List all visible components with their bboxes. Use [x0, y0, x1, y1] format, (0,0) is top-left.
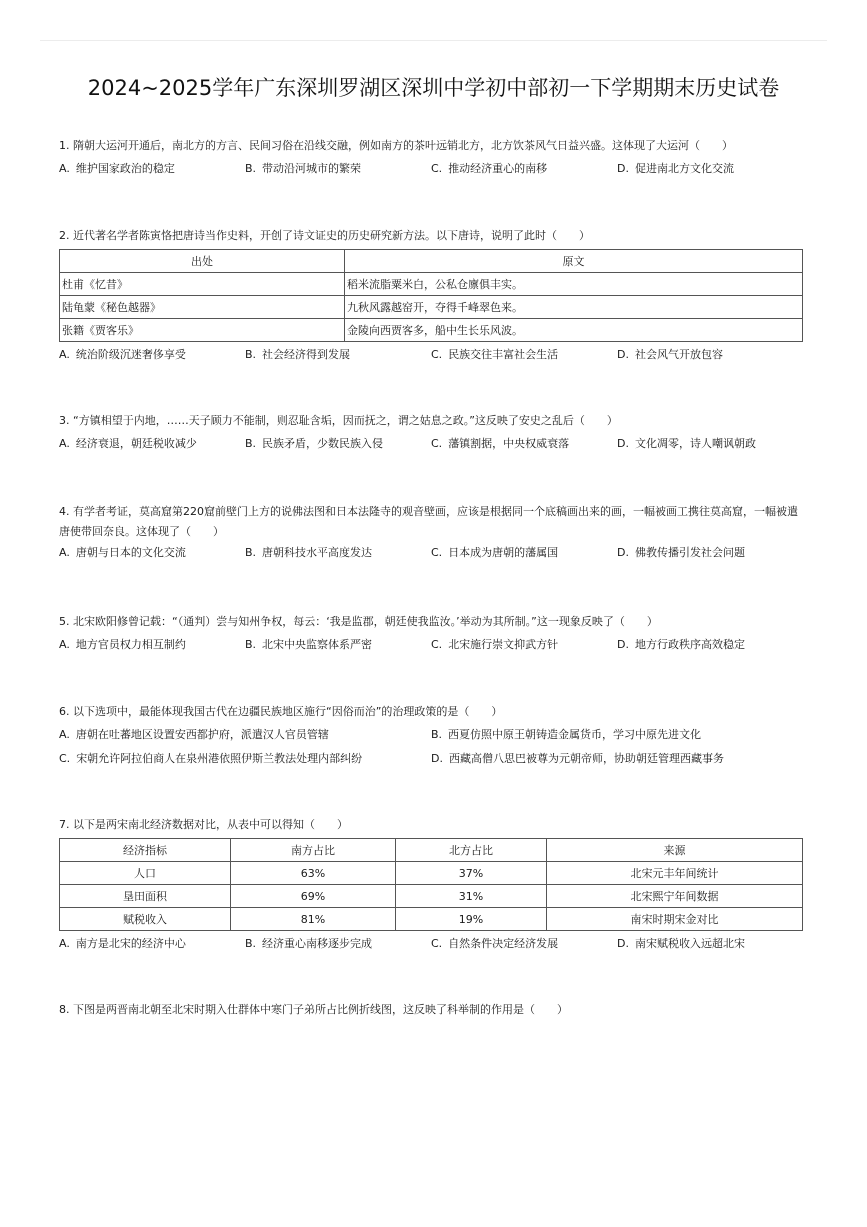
- option-label: C.: [431, 546, 443, 559]
- option-label: B.: [431, 728, 443, 741]
- table-header: 南方占比: [231, 839, 396, 862]
- table-header: 原文: [345, 250, 803, 273]
- option-d[interactable]: [617, 436, 803, 451]
- option-b[interactable]: [245, 161, 431, 176]
- option-c[interactable]: [431, 545, 617, 560]
- table-cell: 稻米流脂粟米白，公私仓廪俱丰实。: [345, 273, 803, 296]
- options: [59, 936, 803, 951]
- option-text: 北宋施行崇文抑武方针: [448, 638, 559, 651]
- option-label: B.: [245, 162, 257, 175]
- option-label: C.: [59, 752, 71, 765]
- option-label: D.: [617, 546, 629, 559]
- option-label: A.: [59, 162, 70, 175]
- option-a[interactable]: [59, 727, 431, 742]
- option-label: A.: [59, 437, 70, 450]
- table-cell: 人口: [60, 862, 231, 885]
- option-a[interactable]: [59, 545, 245, 560]
- question-stem: 3. “方镇相望于内地，……天子顾力不能制，则忍耻含垢，因而抚之，谓之姑息之政。”这反映了安史之乱后（ ）: [59, 414, 618, 427]
- page-title: 2024~2025学年广东深圳罗湖区深圳中学初中部初一下学期期末历史试卷: [87, 76, 780, 100]
- question-5: [59, 614, 803, 652]
- table-cell: 金陵向西贾客多，船中生长乐风波。: [345, 319, 803, 342]
- table-cell: 北宋熙宁年间数据: [547, 885, 803, 908]
- question-1: [59, 138, 803, 176]
- options: [59, 637, 803, 652]
- table-row: [60, 885, 803, 908]
- option-text: 地方行政秩序高效稳定: [634, 638, 745, 651]
- option-b[interactable]: [245, 637, 431, 652]
- option-a[interactable]: [59, 637, 245, 652]
- table-cell: 九秋风露越窑开，夺得千峰翠色来。: [345, 296, 803, 319]
- options: [59, 545, 803, 560]
- option-b[interactable]: [245, 347, 431, 362]
- table-cell: 37%: [396, 862, 547, 885]
- option-text: 经济重心南移逐步完成: [262, 937, 373, 950]
- option-text: 唐朝科技水平高度发达: [262, 546, 373, 559]
- options: [59, 727, 803, 775]
- question-4: [59, 502, 803, 560]
- option-text: 西夏仿照中原王朝铸造金属货币，学习中原先进文化: [448, 728, 702, 741]
- question-2: [59, 228, 803, 362]
- option-label: A.: [59, 348, 70, 361]
- option-b[interactable]: [431, 727, 803, 742]
- question-7: [59, 817, 803, 951]
- option-label: C.: [431, 638, 443, 651]
- question-stem: 8. 下图是两晋南北朝至北宋时期入仕群体中寒门子弟所占比例折线图，这反映了科举制的作用是（ ）: [59, 1003, 568, 1016]
- table-header-row: [60, 839, 803, 862]
- option-text: 文化凋零，诗人嘲讽朝政: [634, 437, 756, 450]
- question-6: [59, 704, 803, 775]
- chart-placeholder: [59, 1030, 803, 1210]
- option-label: B.: [245, 348, 257, 361]
- table-cell: 北宋元丰年间统计: [547, 862, 803, 885]
- option-d[interactable]: [617, 347, 803, 362]
- option-a[interactable]: [59, 436, 245, 451]
- option-label: D.: [617, 348, 629, 361]
- option-text: 社会经济得到发展: [262, 348, 351, 361]
- question-stem: 7. 以下是两宋南北经济数据对比，从表中可以得知（ ）: [59, 818, 348, 831]
- option-text: 民族交往丰富社会生活: [448, 348, 559, 361]
- table-cell: 杜甫《忆昔》: [60, 273, 345, 296]
- economy-table: [59, 838, 803, 931]
- question-stem: 5. 北宋欧阳修曾记载：“（通判）尝与知州争权，每云：‘我是监郡，朝廷使我监汝。’举动为其所制。”这一现象反映了（ ）: [59, 615, 658, 628]
- question-8: [59, 1002, 803, 1017]
- option-d[interactable]: [431, 751, 803, 766]
- option-b[interactable]: [245, 545, 431, 560]
- option-d[interactable]: [617, 637, 803, 652]
- table-cell: 南宋时期宋金对比: [547, 908, 803, 931]
- option-text: 日本成为唐朝的藩属国: [448, 546, 559, 559]
- question-3: [59, 413, 803, 451]
- table-cell: 81%: [231, 908, 396, 931]
- table-row: [60, 319, 803, 342]
- question-stem: 4. 有学者考证，莫高窟第220窟前壁门上方的说佛法图和日本法隆寺的观音壁画，应该是根据同一个底稿画出来的画，一幅被画工携往莫高窟，一幅被遣唐使带回奈良。这体现了（ ）: [59, 505, 798, 538]
- table-cell: 陆龟蒙《秘色越器》: [60, 296, 345, 319]
- option-a[interactable]: [59, 161, 245, 176]
- options: [59, 161, 803, 176]
- option-label: D.: [617, 437, 629, 450]
- table-cell: 张籍《贾客乐》: [60, 319, 345, 342]
- table-cell: 垦田面积: [60, 885, 231, 908]
- option-text: 自然条件决定经济发展: [448, 937, 559, 950]
- option-text: 带动沿河城市的繁荣: [262, 162, 362, 175]
- table-row: [60, 296, 803, 319]
- table-row: [60, 273, 803, 296]
- option-text: 北宋中央监察体系严密: [262, 638, 373, 651]
- option-label: A.: [59, 728, 70, 741]
- option-c[interactable]: [431, 936, 617, 951]
- option-label: B.: [245, 638, 257, 651]
- option-c[interactable]: [59, 751, 431, 766]
- option-text: 唐朝在吐蕃地区设置安西都护府，派遣汉人官员管辖: [75, 728, 329, 741]
- option-a[interactable]: [59, 936, 245, 951]
- table-cell: 赋税收入: [60, 908, 231, 931]
- question-stem: 1. 隋朝大运河开通后，南北方的方言、民间习俗在沿线交融，例如南方的茶叶远销北方，北方饮茶风气日益兴盛。这体现了大运河（ ）: [59, 139, 733, 152]
- option-text: 南宋赋税收入远超北宋: [634, 937, 745, 950]
- table-cell: 19%: [396, 908, 547, 931]
- option-label: C.: [431, 437, 443, 450]
- option-label: C.: [431, 162, 443, 175]
- table-header-row: [60, 250, 803, 273]
- option-label: A.: [59, 546, 70, 559]
- table-cell: 69%: [231, 885, 396, 908]
- option-text: 宋朝允许阿拉伯商人在泉州港依照伊斯兰教法处理内部纠纷: [76, 752, 363, 765]
- option-label: A.: [59, 638, 70, 651]
- table-header: 北方占比: [396, 839, 547, 862]
- option-label: B.: [245, 437, 257, 450]
- option-text: 维护国家政治的稳定: [75, 162, 175, 175]
- option-text: 经济衰退，朝廷税收减少: [75, 437, 197, 450]
- option-b[interactable]: [245, 936, 431, 951]
- option-label: B.: [245, 937, 257, 950]
- option-text: 藩镇割据，中央权威衰落: [448, 437, 570, 450]
- option-d[interactable]: [617, 161, 803, 176]
- option-text: 民族矛盾，少数民族入侵: [262, 437, 384, 450]
- question-stem: 2. 近代著名学者陈寅恪把唐诗当作史料，开创了诗文证史的历史研究新方法。以下唐诗，说明了此时（ ）: [59, 229, 590, 242]
- top-divider: [40, 40, 827, 41]
- table-header: 来源: [547, 839, 803, 862]
- option-text: 佛教传播引发社会问题: [634, 546, 745, 559]
- option-text: 促进南北方文化交流: [634, 162, 734, 175]
- option-d[interactable]: [617, 545, 803, 560]
- table-cell: 31%: [396, 885, 547, 908]
- table-header: 经济指标: [60, 839, 231, 862]
- option-label: D.: [617, 638, 629, 651]
- option-c[interactable]: [431, 161, 617, 176]
- option-label: A.: [59, 937, 70, 950]
- options: [59, 436, 803, 451]
- table-header: 出处: [60, 250, 345, 273]
- option-text: 西藏高僧八思巴被尊为元朝帝师，协助朝廷管理西藏事务: [448, 752, 724, 765]
- option-c[interactable]: [431, 436, 617, 451]
- option-b[interactable]: [245, 436, 431, 451]
- option-label: D.: [617, 162, 629, 175]
- option-c[interactable]: [431, 347, 617, 362]
- option-label: D.: [617, 937, 629, 950]
- table-row: [60, 862, 803, 885]
- option-label: C.: [431, 348, 443, 361]
- poem-table: [59, 249, 803, 342]
- option-label: D.: [431, 752, 443, 765]
- option-text: 推动经济重心的南移: [448, 162, 548, 175]
- option-text: 唐朝与日本的文化交流: [75, 546, 186, 559]
- table-row: [60, 908, 803, 931]
- option-text: 地方官员权力相互制约: [75, 638, 186, 651]
- table-cell: 63%: [231, 862, 396, 885]
- option-label: B.: [245, 546, 257, 559]
- option-c[interactable]: [431, 637, 617, 652]
- option-text: 统治阶级沉迷奢侈享受: [75, 348, 186, 361]
- option-text: 社会风气开放包容: [634, 348, 723, 361]
- question-stem: 6. 以下选项中，最能体现我国古代在边疆民族地区施行“因俗而治”的治理政策的是（ ）: [59, 705, 503, 718]
- option-d[interactable]: [617, 936, 803, 951]
- option-label: C.: [431, 937, 443, 950]
- option-text: 南方是北宋的经济中心: [75, 937, 186, 950]
- option-a[interactable]: [59, 347, 245, 362]
- options: [59, 347, 803, 362]
